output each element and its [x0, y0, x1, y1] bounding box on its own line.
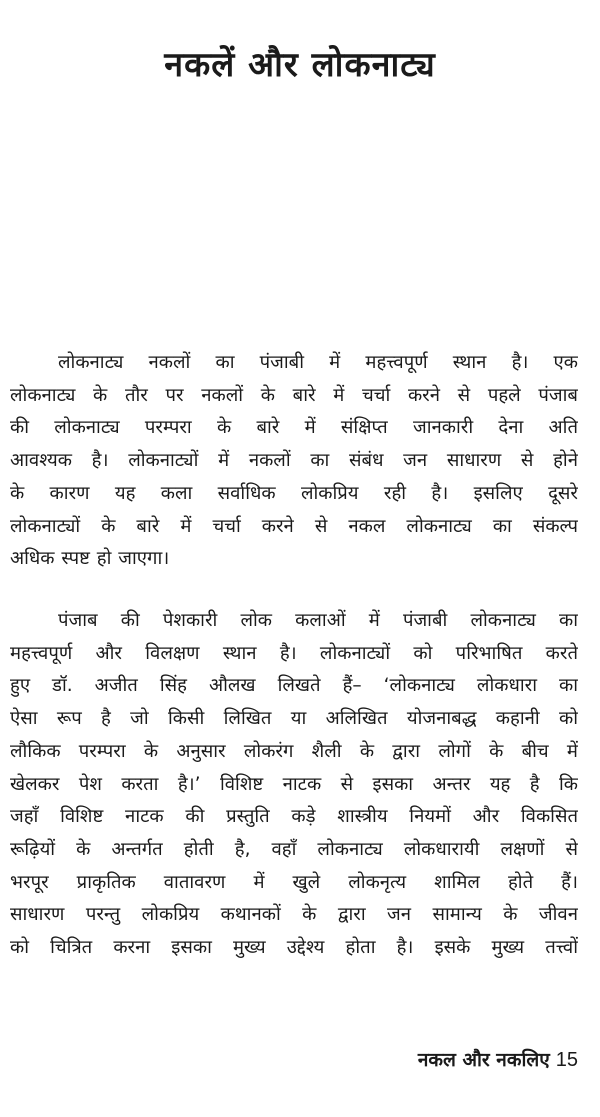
text-line: ऐसा रूप है जो किसी लिखित या अलिखित योजनाबद्ध कहानी को	[10, 708, 578, 730]
running-title: नकल और नकलिए	[417, 1049, 550, 1071]
text-line: लोकनाट्यों के बारे में चर्चा करने से नकल लोकनाट्य का संकल्प	[10, 515, 578, 537]
text-line: को चित्रित करना इसका मुख्य उद्देश्य होता है। इसके मुख्य तत्त्वों	[10, 937, 578, 959]
text-line: अधिक स्पष्ट हो जाएगा।	[10, 548, 170, 570]
text-line: महत्त्वपूर्ण और विलक्षण स्थान है। लोकनाट्यों को परिभाषित करते	[10, 642, 578, 664]
text-line: लोकनाट्य नकलों का पंजाबी में महत्त्वपूर्ण स्थान है। एक	[58, 352, 578, 373]
text-line: खेलकर पेश करता है।’ विशिष्ट नाटक से इसका अन्तर यह है कि	[10, 773, 578, 795]
paragraph-1	[10, 347, 578, 576]
text-line: आवश्यक है। लोकनाट्यों में नकलों का संबंध जन साधारण से होने	[10, 450, 578, 472]
text-line: जहाँ विशिष्ट नाटक की प्रस्तुति कड़े शास्त्रीय नियमों और विकसित	[10, 806, 578, 828]
paragraph-2	[10, 605, 578, 965]
text-line: भरपूर प्राकृतिक वातावरण में खुले लोकनृत्य शामिल होते हैं।	[10, 871, 578, 893]
text-line: हुए डॉ. अजीत सिंह औलख लिखते हैं– ‘लोकनाट्य लोकधारा का	[10, 675, 578, 697]
chapter-title: नकलें और लोकनाट्य	[164, 45, 436, 85]
text-line: पंजाब की पेशकारी लोक कलाओं में पंजाबी लोकनाट्य का	[58, 610, 578, 631]
text-line: लोकनाट्य के तौर पर नकलों के बारे में चर्चा करने से पहले पंजाब	[10, 384, 578, 406]
text-line: की लोकनाट्य परम्परा के बारे में संक्षिप्त जानकारी देना अति	[10, 417, 578, 439]
text-line: के कारण यह कला सर्वाधिक लोकप्रिय रही है। इसलिए दूसरे	[10, 482, 578, 504]
text-line: रूढ़ियों के अन्तर्गत होती है, वहाँ लोकनाट्य लोकधारायी लक्षणों से	[10, 838, 578, 860]
page-footer	[418, 1046, 578, 1072]
text-line: लौकिक परम्परा के अनुसार लोकरंग शैली के द्वारा लोगों के बीच में	[10, 740, 578, 762]
text-line: साधारण परन्तु लोकप्रिय कथानकों के द्वारा जन सामान्य के जीवन	[10, 904, 578, 926]
page-number: 15	[555, 1049, 578, 1071]
